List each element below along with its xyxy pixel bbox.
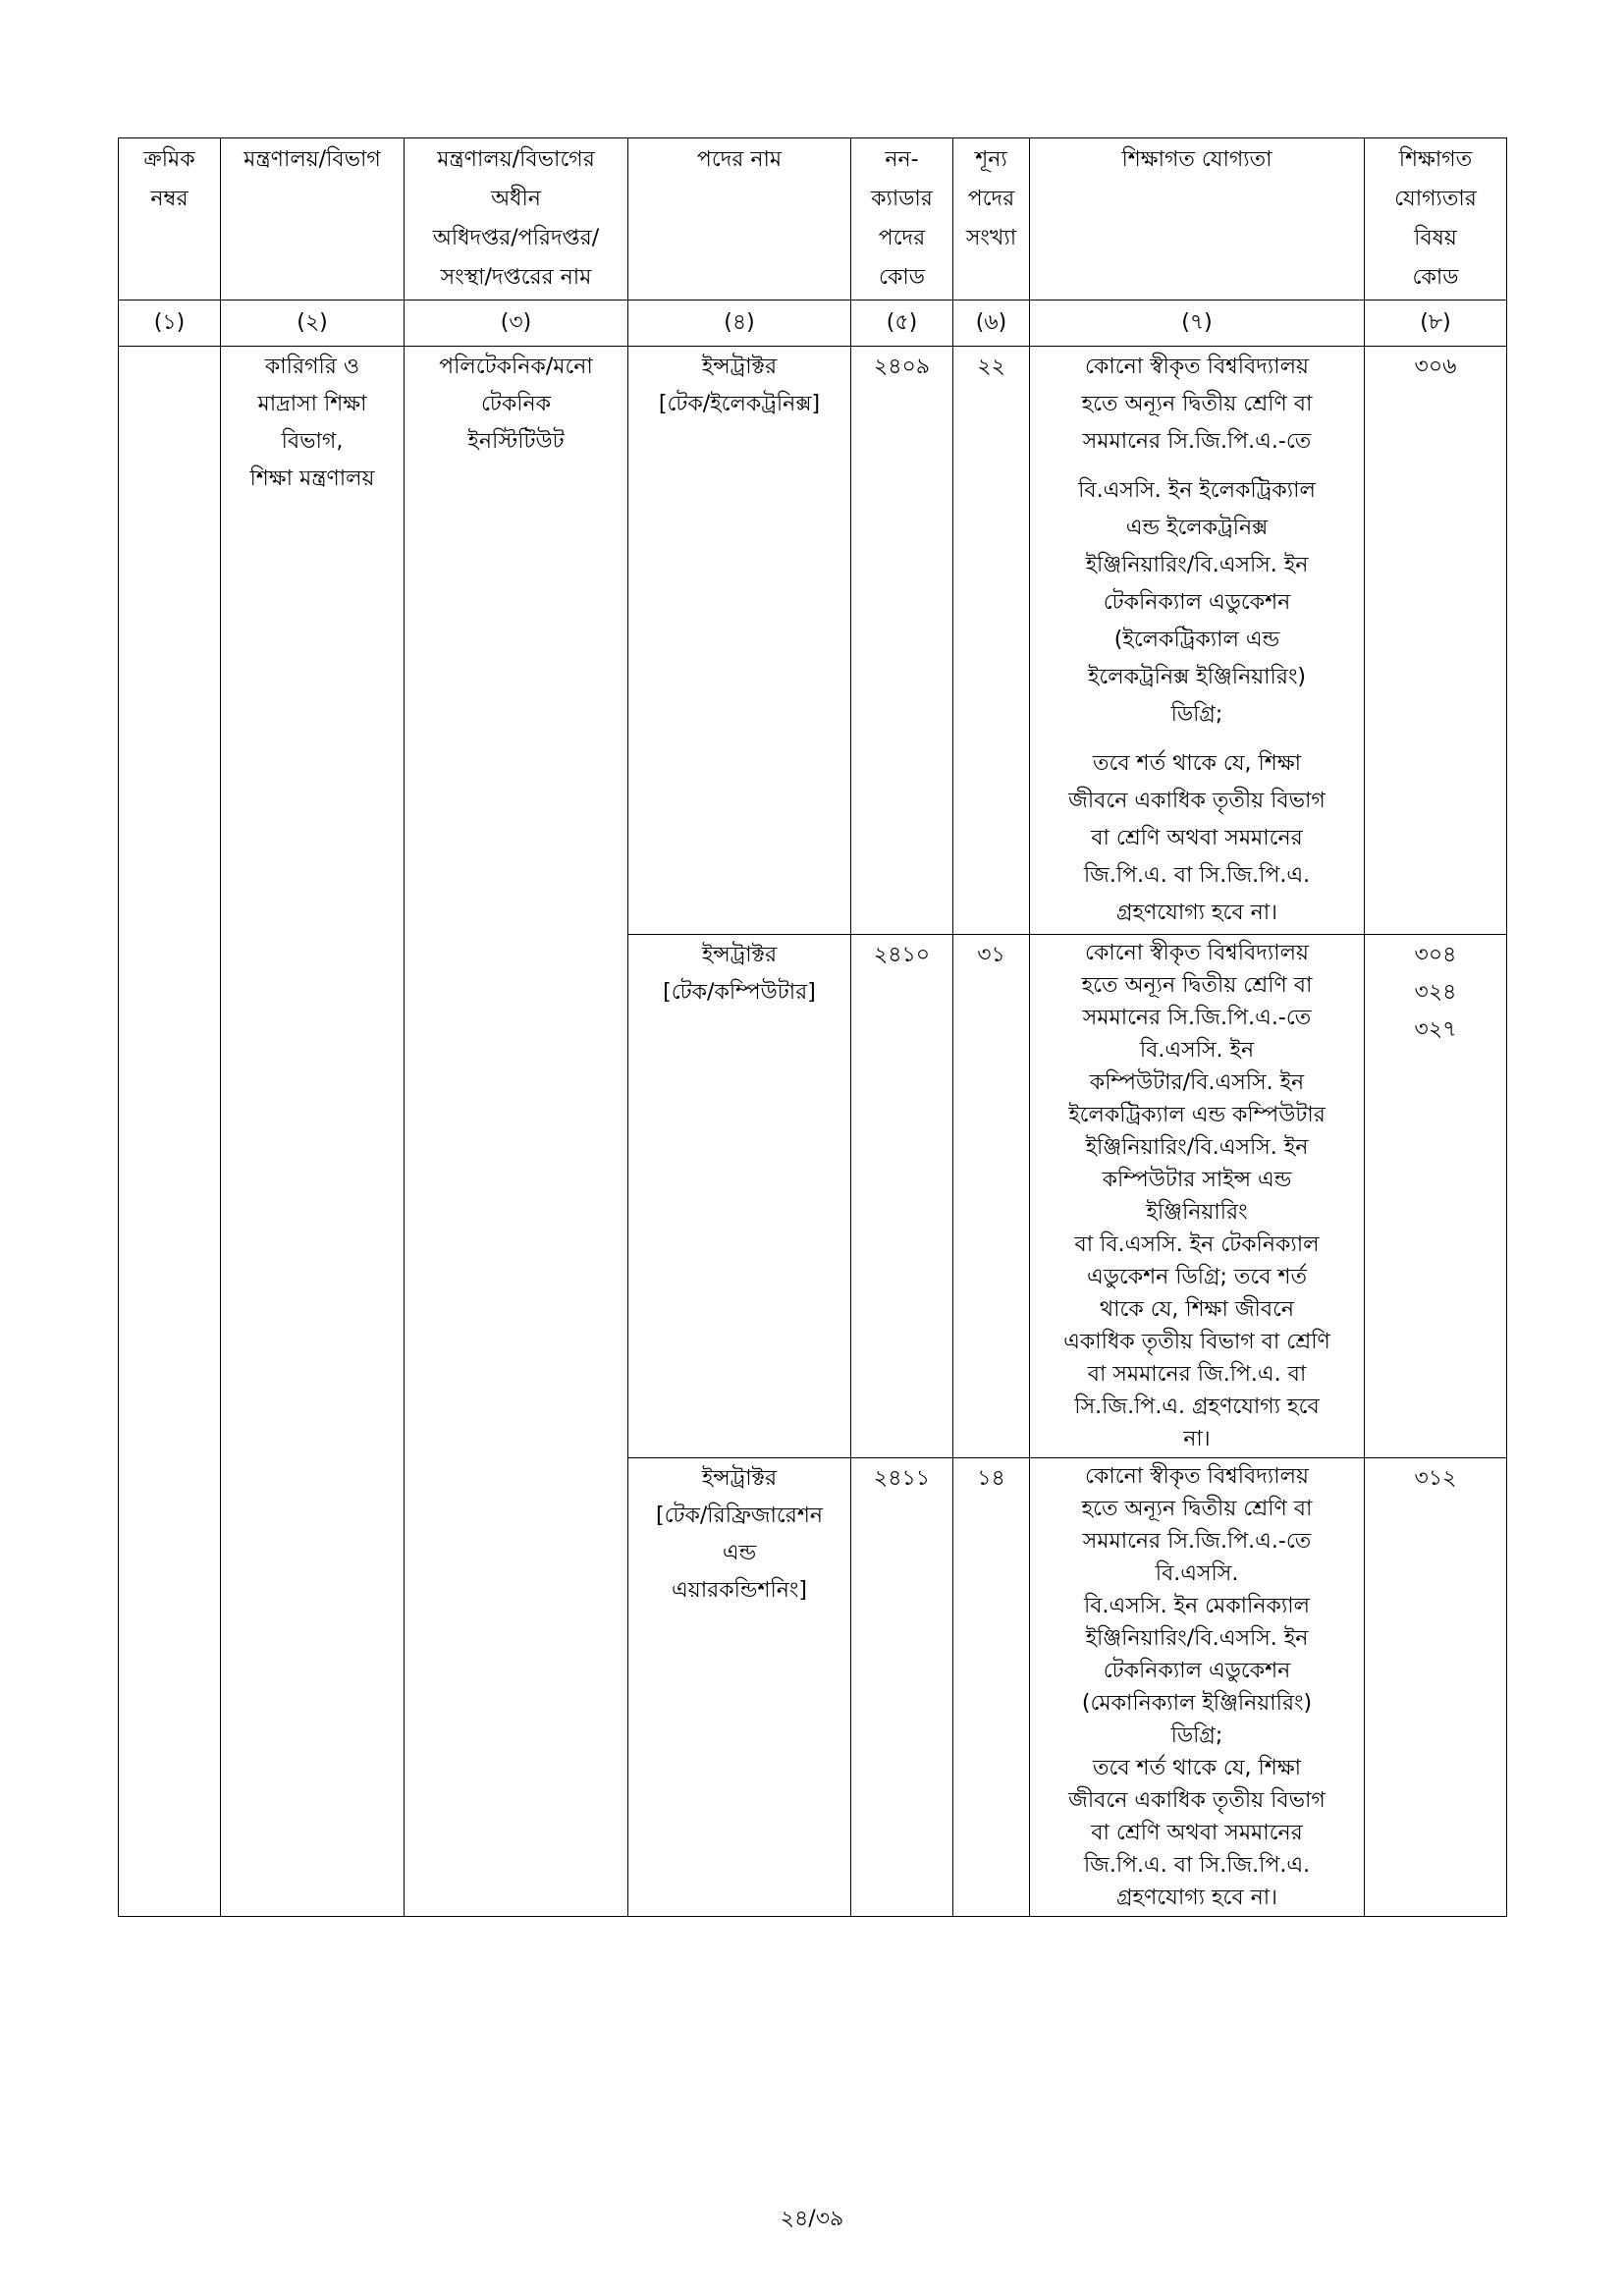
- department-cell: পলিটেকনিক/মনো টেকনিক ইনস্টিটিউট: [405, 347, 628, 1917]
- column-number: (৫): [851, 301, 953, 347]
- header-row: [119, 138, 1507, 301]
- vacancies-cell: ৩১: [953, 935, 1030, 1458]
- column-number: (২): [221, 301, 405, 347]
- header-department: মন্ত্রণালয়/বিভাগের অধীন অধিদপ্তর/পরিদপ্তর/ সংস্থা/দপ্তরের নাম: [405, 138, 628, 301]
- post-name-cell: ইন্সট্রাক্টর [টেক/কম্পিউটার]: [628, 935, 851, 1458]
- table-row: [119, 347, 1507, 935]
- post-name-cell: ইন্সট্রাক্টর [টেক/রিফ্রিজারেশন এন্ড এয়ারকন্ডিশনিং]: [628, 1458, 851, 1917]
- header-subject-code: শিক্ষাগত যোগ্যতার বিষয় কোড: [1365, 138, 1507, 301]
- qualification-paragraph: তবে শর্ত থাকে যে, শিক্ষা জীবনে একাধিক তৃতীয় বিভাগ বা শ্রেণি অথবা সমমানের জি.পি.এ. বা সি.জি.পি.এ. গ্রহণযোগ্য হবে না।: [1068, 751, 1326, 925]
- qualification-paragraph: বি.এসসি. ইন ইলেকট্রিক্যাল এন্ড ইলেকট্রনিক্স ইঞ্জিনিয়ারিং/বি.এসসি. ইন টেকনিক্যাল এডুকেশন (ইলেকট্রিক্যাল এন্ড ইলেকট্রনিক্স ইঞ্জিনিয়ারিং) ডিগ্রি;: [1078, 478, 1316, 727]
- column-number: (৩): [405, 301, 628, 347]
- column-number: (৬): [953, 301, 1030, 347]
- serial-cell: [119, 347, 221, 1917]
- column-number-row: [119, 301, 1507, 347]
- subject-code-cell: ৩১২: [1365, 1458, 1507, 1917]
- post-code-cell: ২৪১১: [851, 1458, 953, 1917]
- post-code-cell: ২৪১০: [851, 935, 953, 1458]
- subject-code-cell: ৩০৪ ৩২৪ ৩২৭: [1365, 935, 1507, 1458]
- header-serial: ক্রমিক নম্বর: [119, 138, 221, 301]
- column-number: (১): [119, 301, 221, 347]
- header-ministry: মন্ত্রণালয়/বিভাগ: [221, 138, 405, 301]
- post-code-cell: ২৪০৯: [851, 347, 953, 935]
- column-number: (৮): [1365, 301, 1507, 347]
- qualification-cell: [1030, 347, 1365, 935]
- page-number: ২৪/৩৯: [780, 2207, 844, 2231]
- header-qualification: শিক্ষাগত যোগ্যতা: [1030, 138, 1365, 301]
- qualification-cell: কোনো স্বীকৃত বিশ্ববিদ্যালয় হতে অন্যূন দ্বিতীয় শ্রেণি বা সমমানের সি.জি.পি.এ.-তে বি.এসসি. ইন কম্পিউটার/বি.এসসি. ইন ইলেকট্রিক্যাল এন্ড কম্পিউটার ইঞ্জিনিয়ারিং/বি.এসসি. ইন কম্পিউটার সাইন্স এন্ড ইঞ্জিনিয়ারিং বা বি.এসসি. ইন টেকনিক্যাল এডুকেশন ডিগ্রি; তবে শর্ত থাকে যে, শিক্ষা জীবনে একাধিক তৃতীয় বিভাগ বা শ্রেণি বা সমমানের জি.পি.এ. বা সি.জি.পি.এ. গ্রহণযোগ্য হবে না।: [1030, 935, 1365, 1458]
- header-vacancies: শূন্য পদের সংখ্যা: [953, 138, 1030, 301]
- column-number: (৭): [1030, 301, 1365, 347]
- column-number: (৪): [628, 301, 851, 347]
- qualification-paragraph: কোনো স্বীকৃত বিশ্ববিদ্যালয় হতে অন্যূন দ্বিতীয় শ্রেণি বা সমমানের সি.জি.পি.এ.-তে: [1081, 355, 1313, 454]
- header-post-code: নন- ক্যাডার পদের কোড: [851, 138, 953, 301]
- vacancies-cell: ১৪: [953, 1458, 1030, 1917]
- vacancies-cell: ২২: [953, 347, 1030, 935]
- ministry-cell: কারিগরি ও মাদ্রাসা শিক্ষা বিভাগ, শিক্ষা মন্ত্রণালয়: [221, 347, 405, 1917]
- post-table: [118, 137, 1507, 1917]
- subject-code-cell: ৩০৬: [1365, 347, 1507, 935]
- header-post-name: পদের নাম: [628, 138, 851, 301]
- post-name-cell: ইন্সট্রাক্টর [টেক/ইলেকট্রনিক্স]: [628, 347, 851, 935]
- qualification-cell: কোনো স্বীকৃত বিশ্ববিদ্যালয় হতে অন্যূন দ্বিতীয় শ্রেণি বা সমমানের সি.জি.পি.এ.-তে বি.এসসি. বি.এসসি. ইন মেকানিক্যাল ইঞ্জিনিয়ারিং/বি.এসসি. ইন টেকনিক্যাল এডুকেশন (মেকানিক্যাল ইঞ্জিনিয়ারিং) ডিগ্রি; তবে শর্ত থাকে যে, শিক্ষা জীবনে একাধিক তৃতীয় বিভাগ বা শ্রেণি অথবা সমমানের জি.পি.এ. বা সি.জি.পি.এ. গ্রহণযোগ্য হবে না।: [1030, 1458, 1365, 1917]
